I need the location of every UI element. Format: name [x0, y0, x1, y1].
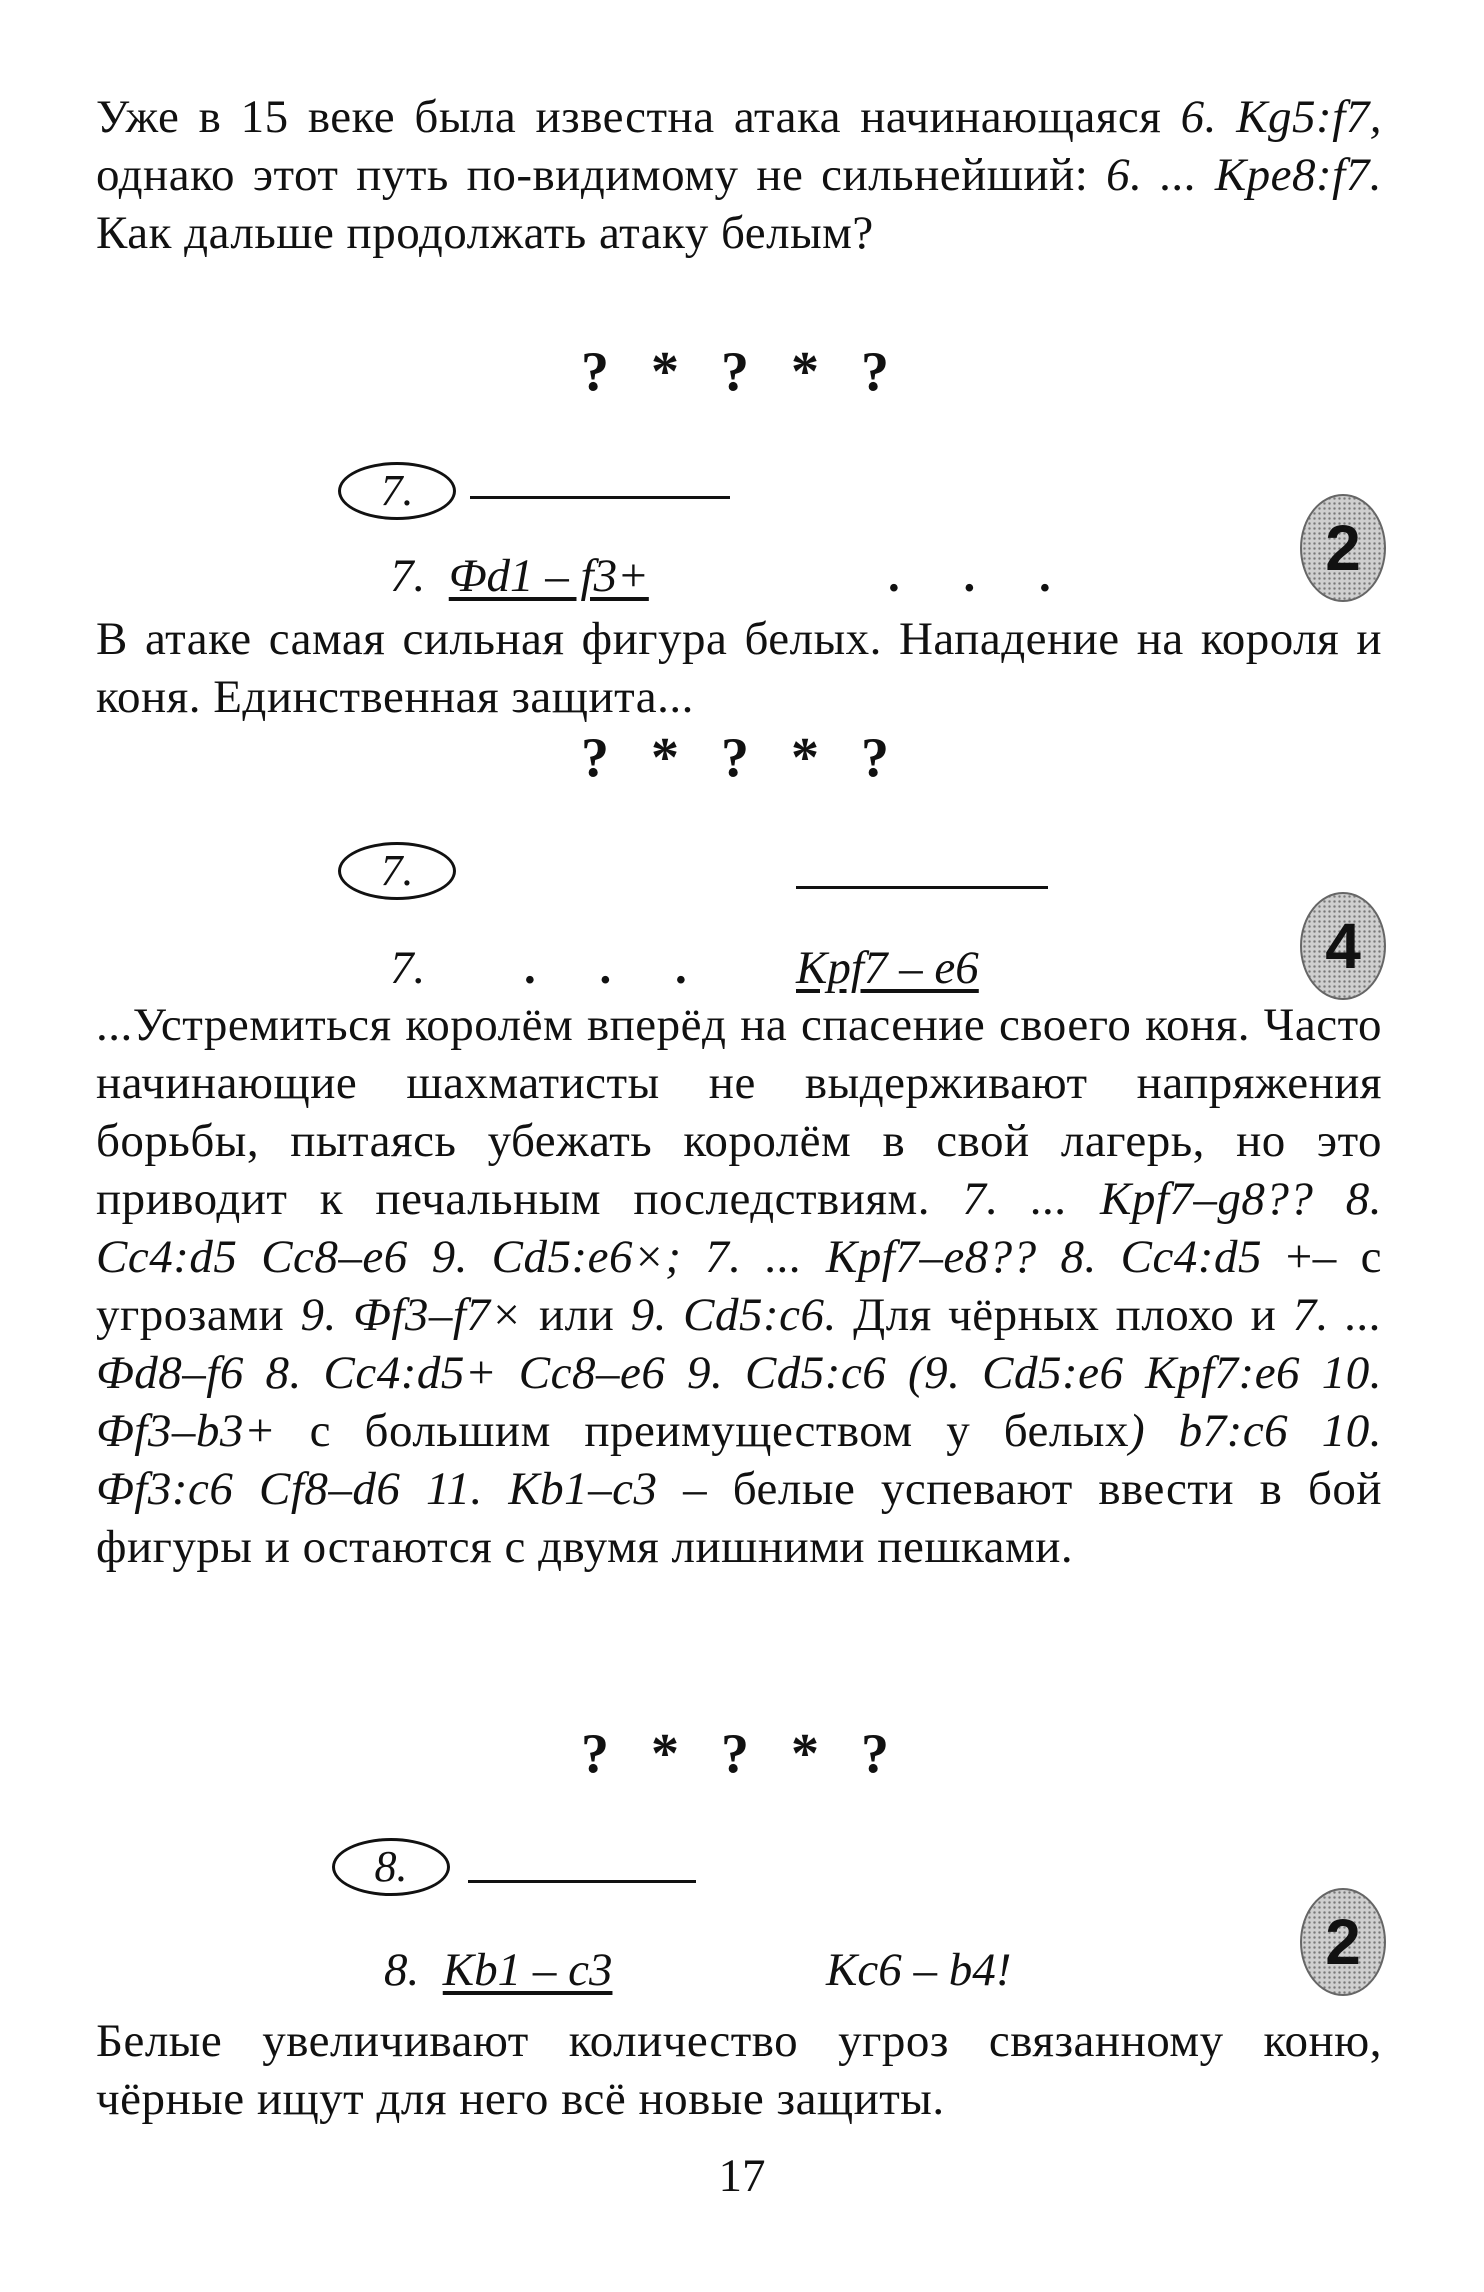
- intro-text-1: Уже в 15 веке была известна атака начинающаяся: [96, 91, 1181, 143]
- intro-text-2: однако этот путь по-видимому не сильнейший:: [96, 149, 1107, 201]
- intro-paragraph: [96, 88, 1382, 262]
- move-number-oval-1: 7.: [338, 462, 456, 520]
- page-number: 17: [718, 2150, 766, 2202]
- question-marks-1: ? * ? * ?: [581, 341, 903, 403]
- white-move-1: Фd1 – f3+: [448, 550, 649, 602]
- s2-text-1: ...Устремиться королём вперёд на спасение своего коня. Часто начинающие шахматисты не выдерживают напряжения борьбы, пытаясь убежать королём в свой лагерь, но это приводит к печальным последствиям.: [96, 999, 1382, 1225]
- move-number-oval-2: 7.: [338, 842, 456, 900]
- points-badge-1: 2: [1300, 494, 1386, 602]
- move-line-2-black: [796, 940, 979, 996]
- intro-text-3: Как дальше продолжать атаку белым?: [96, 207, 874, 259]
- s2-text-5: с большим преимуществом у белых: [276, 1405, 1129, 1457]
- move-number-2: 7.: [390, 942, 426, 994]
- section-1-text: В атаке самая сильная фигура белых. Нападение на короля и коня. Единственная защита...: [96, 613, 1382, 723]
- black-move-2: Kpf7 – e6: [796, 942, 979, 994]
- s2-moves-5: ) b7:c6 10. Фf3:c6 Cf8–d6 11. Kb1–c3: [96, 1405, 1382, 1515]
- move-number-oval-3: 8.: [332, 1838, 450, 1896]
- move-number-3: 8.: [384, 1944, 420, 1996]
- section-2-text: [96, 996, 1382, 1576]
- s2-text-3: или: [522, 1289, 631, 1341]
- question-marks-2: ? * ? * ?: [581, 727, 903, 789]
- answer-line-2: [796, 886, 1048, 889]
- move-number-1: 7.: [390, 550, 426, 602]
- white-move-dots-2: . . .: [524, 942, 713, 994]
- move-line-1: [390, 548, 649, 604]
- answer-line-3: [468, 1880, 696, 1883]
- white-move-3: Kb1 – c3: [442, 1944, 613, 1996]
- s2-text-6: – белые успевают ввести в бой фигуры и остаются с двумя лишними пешками.: [96, 1463, 1383, 1573]
- intro-move-1: 6. Kg5:f7,: [1180, 91, 1382, 143]
- move-line-2: [390, 940, 425, 996]
- s2-moves-2: 9. Фf3–f7×: [300, 1289, 523, 1341]
- question-marks-3: ? * ? * ?: [581, 1723, 903, 1785]
- s2-moves-3: 9. Cd5:c6.: [630, 1289, 837, 1341]
- section-3-text: Белые увеличивают количество угроз связанному коню, чёрные ищут для него всё новые защиты.: [96, 2015, 1382, 2125]
- s2-moves-1: 7. ... Kpf7–g8?? 8. Cc4:d5 Cc8–e6 9. Cd5:e6×; 7. ... Kpf7–e8?? 8. Cc4:d5: [96, 1173, 1382, 1283]
- s2-text-4: Для чёрных плохо и: [836, 1289, 1293, 1341]
- black-move-3: Kc6 – b4!: [826, 1944, 1012, 1996]
- intro-move-2: 6. ... Kpe8:f7.: [1106, 149, 1382, 201]
- points-badge-3: 2: [1300, 1888, 1386, 1996]
- black-move-dots-1: . . .: [888, 550, 1077, 602]
- answer-line-1: [470, 496, 730, 499]
- s2-text-2: +– с угрозами: [96, 1231, 1382, 1341]
- move-line-3-black: [826, 1942, 1011, 1998]
- move-line-3: [384, 1942, 612, 1998]
- s2-moves-4: 7. ... Фd8–f6 8. Cc4:d5+ Cc8–e6 9. Cd5:c6 (9. Cd5:e6 Kpf7:e6 10. Фf3–b3+: [96, 1289, 1382, 1457]
- points-badge-2: 4: [1300, 892, 1386, 1000]
